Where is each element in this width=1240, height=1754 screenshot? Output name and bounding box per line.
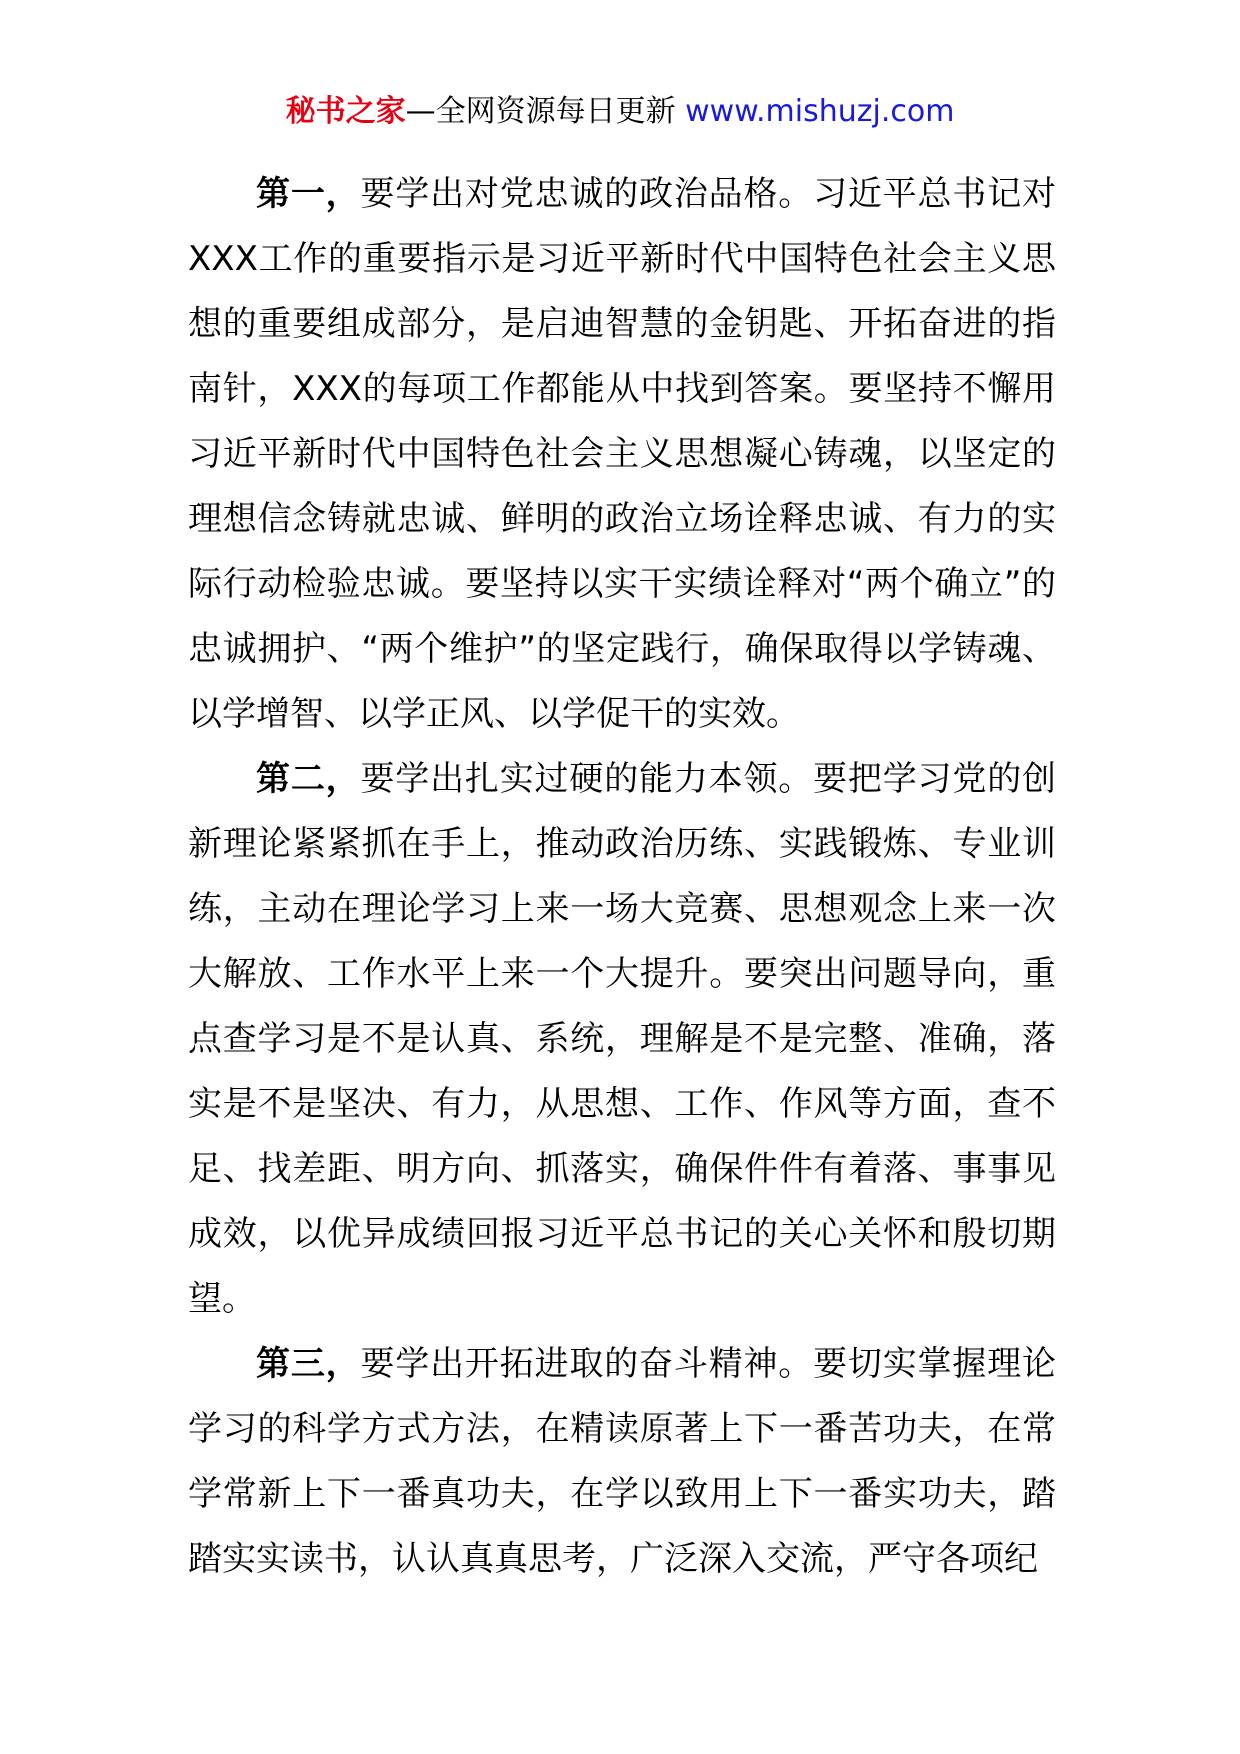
paragraph-3 bbox=[188, 1332, 1056, 1592]
paragraph-text: 要学出扎实过硬的能力本领。要把学习党的创新理论紧紧抓在手上，推动政治历练、实践锻炼、专业训练，主动在理论学习上来一场大竞赛、思想观念上来一次大解放、工作水平上来一个大提升。要突出问题导向，重点查学习是不是认真、系统，理解是不是完整、准确，落实是不是坚决、有力，从思想、工作、作风等方面，查不足、找差距、明方向、抓落实，确保件件有着落、事事见成效，以优异成绩回报习近平总书记的关心关怀和殷切期望。 bbox=[188, 759, 1057, 1319]
paragraph-text: 要学出开拓进取的奋斗精神。要切实掌握理论学习的科学方式方法，在精读原著上下一番苦功夫，在常学常新上下一番真功夫，在学以致用上下一番实功夫，踏踏实实读书，认认真真思考，广泛深入交流，严守各项纪 bbox=[188, 1344, 1057, 1579]
paragraph-text: 要学出对党忠诚的政治品格。习近平总书记对XXX工作的重要指示是习近平新时代中国特色社会主义思想的重要组成部分，是启迪智慧的金钥匙、开拓奋进的指南针，XXX的每项工作都能从中找到答案。要坚持不懈用习近平新时代中国特色社会主义思想凝心铸魂，以坚定的理想信念铸就忠诚、鲜明的政治立场诠释忠诚、有力的实际行动检验忠诚。要坚持以实干实绩诠释对“两个确立”的忠诚拥护、“两个维护”的坚定践行，确保取得以学铸魂、以学增智、以学正风、以学促干的实效。 bbox=[188, 174, 1057, 734]
paragraph-2 bbox=[188, 747, 1056, 1332]
site-header bbox=[0, 92, 1240, 132]
paragraph-lead: 第一， bbox=[256, 174, 361, 214]
paragraph-lead: 第二， bbox=[256, 759, 361, 799]
site-url-link[interactable]: www.mishuzj.com bbox=[685, 94, 955, 129]
paragraph-1 bbox=[188, 162, 1056, 747]
document-body bbox=[188, 162, 1056, 1592]
site-slogan: —全网资源每日更新 bbox=[405, 94, 676, 129]
paragraph-lead: 第三， bbox=[256, 1344, 361, 1384]
site-brand: 秘书之家 bbox=[285, 94, 406, 129]
